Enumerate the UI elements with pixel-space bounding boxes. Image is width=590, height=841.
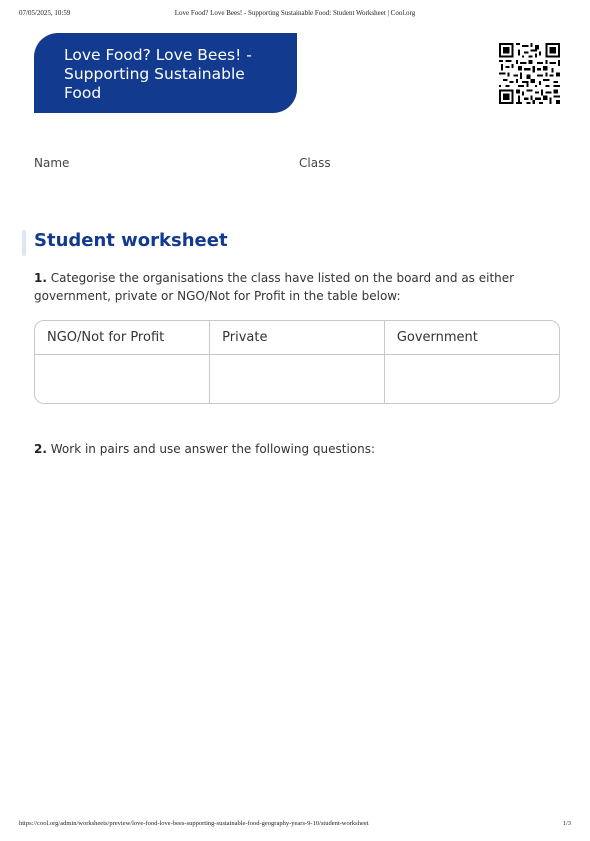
print-datetime: 07/05/2025, 10:59 (19, 9, 71, 17)
question-2 (34, 440, 554, 458)
section-title: Student worksheet (34, 230, 228, 251)
organisation-table (34, 320, 560, 404)
print-url: https://cool.org/admin/worksheets/preview/love-food-love-bees-supporting-sustainable-food-geography-years-9-10/student-worksheet (19, 820, 369, 827)
title-banner (34, 33, 297, 113)
question-1 (34, 269, 554, 305)
page-number: 1/3 (562, 820, 571, 827)
answer-cell-ngo[interactable] (35, 354, 210, 404)
question-number: 2. (34, 442, 47, 456)
print-page-title: Love Food? Love Bees! - Supporting Sustainable Food: Student Worksheet | Cool.org (174, 9, 416, 17)
column-header-ngo: NGO/Not for Profit (35, 321, 210, 354)
table-header-row (35, 321, 559, 354)
print-footer (19, 820, 571, 832)
question-number: 1. (34, 271, 47, 285)
table-row (35, 354, 559, 404)
answer-cell-government[interactable] (384, 354, 559, 404)
section-accent-bar (22, 230, 26, 256)
class-label: Class (299, 156, 331, 170)
worksheet-title: Love Food? Love Bees! - Supporting Sustainable Food (64, 46, 252, 102)
question-text: Categorise the organisations the class have listed on the board and as either government, private or NGO/Not for Profit in the table below: (34, 271, 515, 303)
answer-cell-private[interactable] (210, 354, 385, 404)
column-header-government: Government (384, 321, 559, 354)
column-header-private: Private (210, 321, 385, 354)
qr-code-icon (499, 43, 560, 104)
question-text: Work in pairs and use answer the following questions: (50, 442, 376, 456)
name-label: Name (34, 156, 70, 170)
print-header (19, 9, 571, 21)
